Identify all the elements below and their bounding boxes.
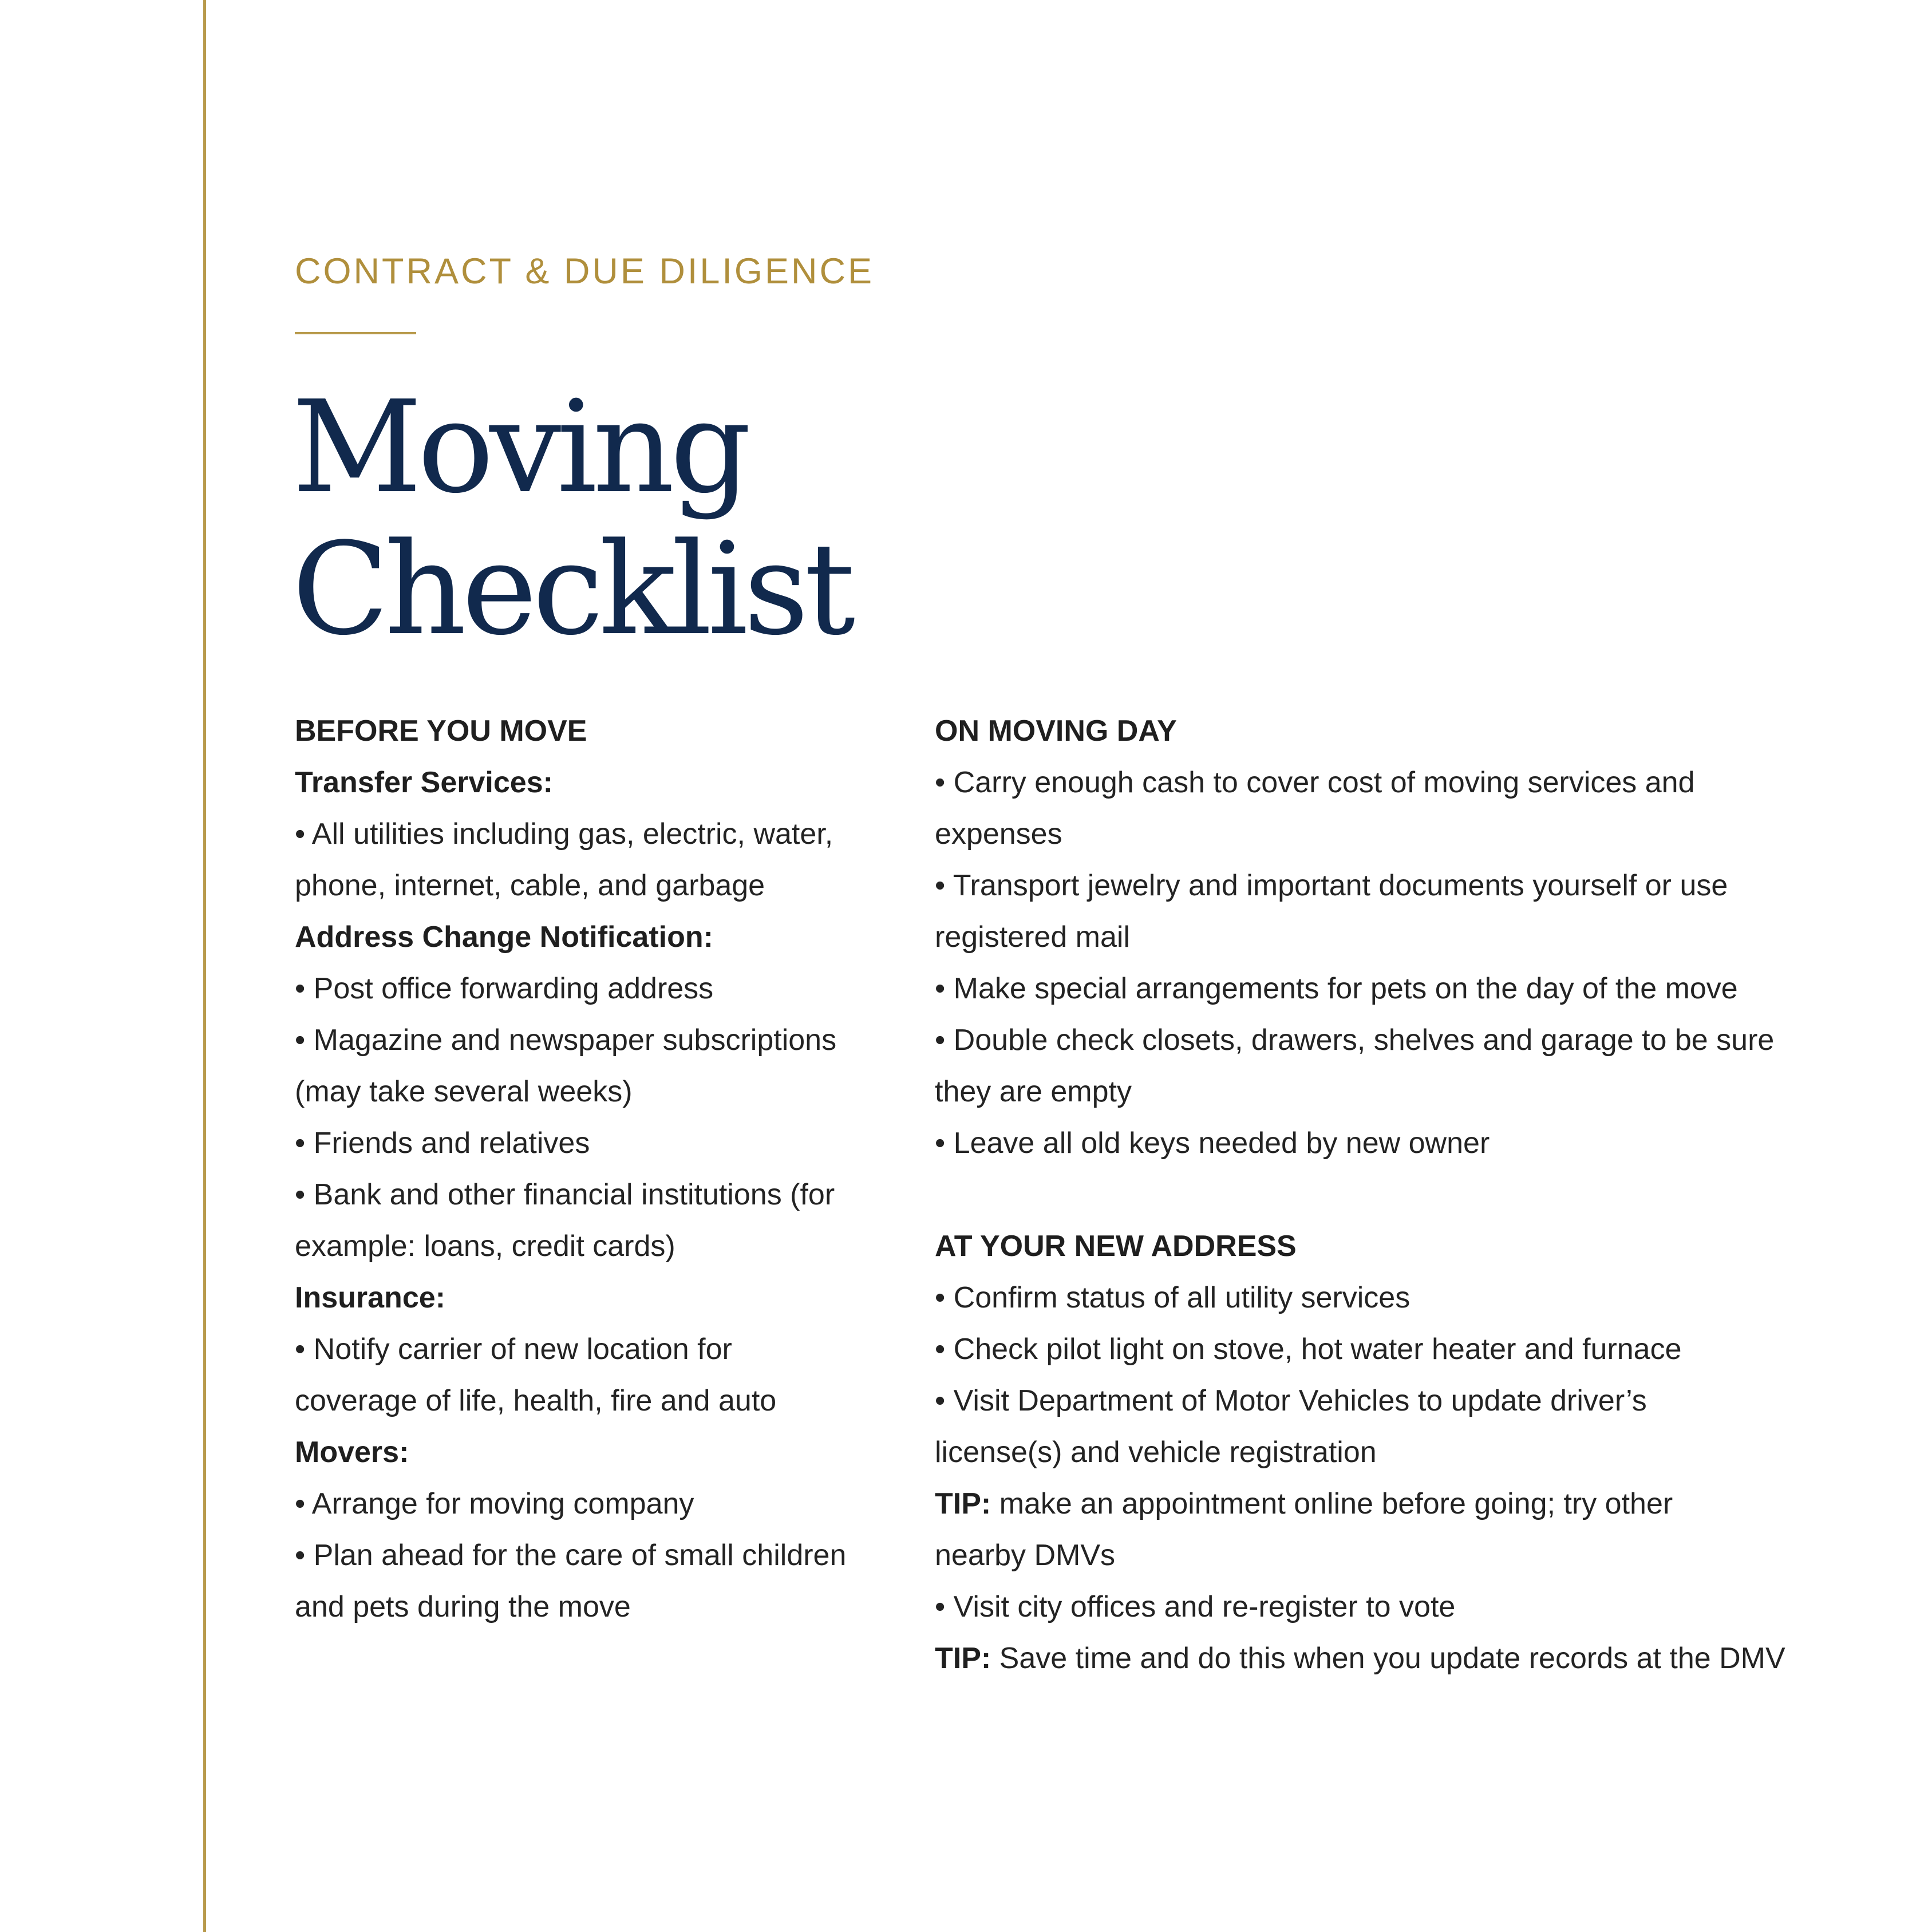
list-item: • Make special arrangements for pets on the day of the move (935, 972, 1738, 1005)
insurance-label: Insurance: (295, 1281, 445, 1314)
section-eyebrow: CONTRACT & DUE DILIGENCE (295, 251, 874, 291)
tip-continuation: nearby DMVs (935, 1539, 1115, 1572)
list-item: coverage of life, health, fire and auto (295, 1384, 777, 1417)
list-item: • Check pilot light on stove, hot water heater and furnace (935, 1333, 1682, 1366)
before-you-move-heading: BEFORE YOU MOVE (295, 714, 587, 748)
movers-label: Movers: (295, 1436, 409, 1469)
tip-save-time (935, 1633, 1862, 1684)
on-moving-day-heading: ON MOVING DAY (935, 714, 1177, 748)
tip-label: TIP: (935, 1642, 991, 1675)
list-item: • Post office forwarding address (295, 972, 714, 1005)
list-item: • Leave all old keys needed by new owner (935, 1127, 1490, 1160)
tip-dmv-appointment (935, 1478, 1862, 1530)
list-item: • Magazine and newspaper subscriptions (295, 1024, 837, 1057)
list-item: registered mail (935, 920, 1131, 954)
list-item: • Visit Department of Motor Vehicles to update driver’s (935, 1384, 1647, 1417)
title-line-1: Moving (292, 374, 747, 521)
title-line-2: Checklist (292, 516, 851, 663)
eyebrow-underline (295, 332, 416, 334)
tip-text: Save time and do this when you update records at the DMV (991, 1642, 1785, 1675)
list-item: (may take several weeks) (295, 1075, 633, 1108)
moving-day-column (935, 705, 1862, 1684)
list-item: • Double check closets, drawers, shelves and garage to be sure (935, 1024, 1775, 1057)
list-item: • Notify carrier of new location for (295, 1333, 732, 1366)
list-item: • Transport jewelry and important documents yourself or use (935, 869, 1728, 902)
transfer-services-label: Transfer Services: (295, 766, 553, 799)
at-your-new-address-heading: AT YOUR NEW ADDRESS (935, 1230, 1297, 1263)
list-item: • Carry enough cash to cover cost of moving services and (935, 766, 1695, 799)
list-item: • Bank and other financial institutions (for (295, 1178, 835, 1211)
list-item: • Plan ahead for the care of small children (295, 1539, 847, 1572)
list-item: and pets during the move (295, 1590, 631, 1623)
list-item: they are empty (935, 1075, 1132, 1108)
section-spacer (935, 1169, 1862, 1220)
list-item: expenses (935, 817, 1062, 851)
address-change-label: Address Change Notification: (295, 920, 713, 954)
left-gold-rule (203, 0, 206, 1932)
list-item: phone, internet, cable, and garbage (295, 869, 765, 902)
tip-text: make an appointment online before going; try other (991, 1487, 1673, 1520)
page-title (292, 374, 851, 663)
list-item: • Confirm status of all utility services (935, 1281, 1411, 1314)
list-item: • Friends and relatives (295, 1127, 590, 1160)
list-item: • All utilities including gas, electric, water, (295, 817, 833, 851)
before-you-move-column (295, 705, 919, 1633)
list-item: • Arrange for moving company (295, 1487, 694, 1520)
tip-label: TIP: (935, 1487, 991, 1520)
list-item: example: loans, credit cards) (295, 1230, 675, 1263)
list-item: license(s) and vehicle registration (935, 1436, 1377, 1469)
list-item: • Visit city offices and re-register to vote (935, 1590, 1456, 1623)
